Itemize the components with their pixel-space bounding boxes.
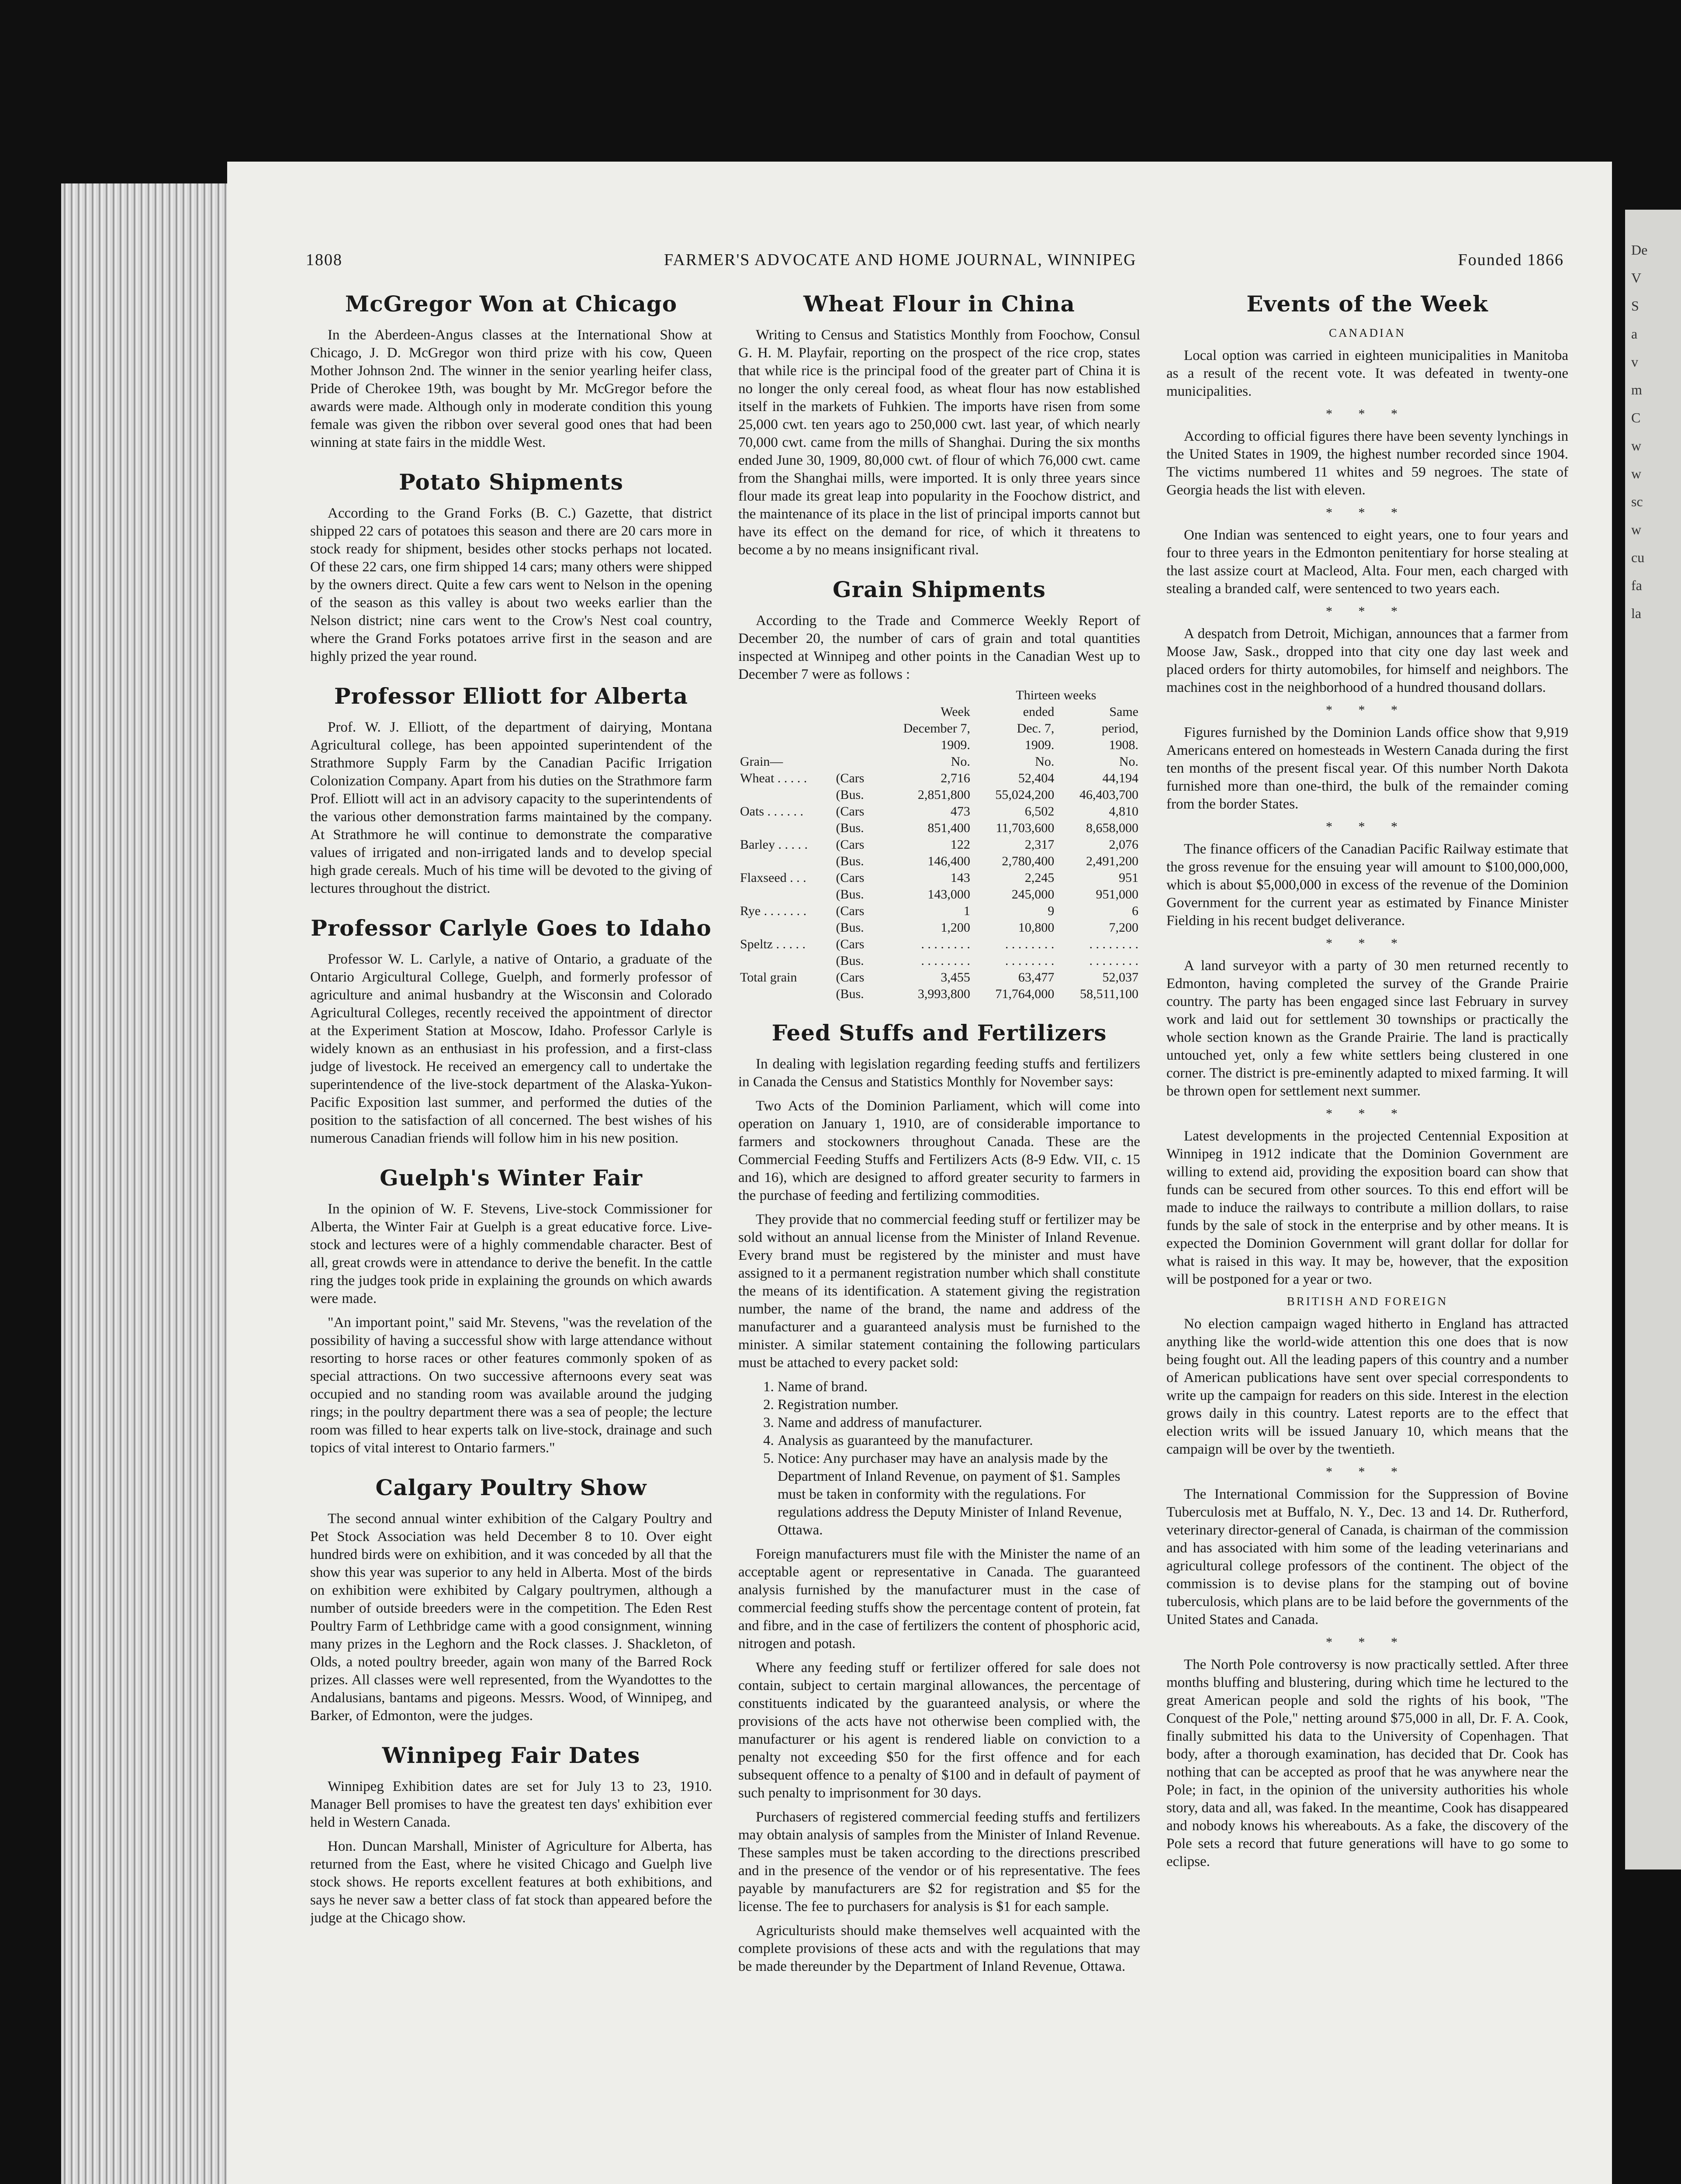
value-cell: 143 xyxy=(950,871,970,885)
text-fragment: sc xyxy=(1631,494,1643,509)
text-fragment: C xyxy=(1631,410,1641,425)
column-1 xyxy=(310,280,712,2184)
table-header-row xyxy=(738,737,1140,753)
table-row xyxy=(738,836,1140,853)
unit-cell: (Bus. xyxy=(836,854,864,868)
value-cell: 6,502 xyxy=(1024,804,1055,819)
article-title: Professor Elliott for Alberta xyxy=(334,683,688,709)
table-header-cell: ended xyxy=(1023,705,1055,719)
article-paragraph: Two Acts of the Dominion Parliament, which will come into operation on January 1, 1910, are of considerable importance to farmers and stockowners throughout Canada. These are the Commercial Feeding Stuffs and Fertilizers Acts (8-9 Edw. VII, c. 15 and 16), which are designed to afford greater security to farmers in the purchase of feeding and fertilizing commodities. xyxy=(738,1098,1140,1203)
grain-table-body xyxy=(738,704,1140,1002)
table-row xyxy=(738,953,1140,969)
text-fragment: V xyxy=(1631,270,1642,286)
article-wheat-flour xyxy=(738,291,1140,559)
separator-stars: * * * xyxy=(1326,1106,1409,1121)
separator-stars: * * * xyxy=(1326,505,1409,520)
table-header-cell: 1908. xyxy=(1109,738,1138,752)
grain-name-cell xyxy=(738,953,834,969)
unit-cell: (Cars xyxy=(836,871,865,885)
text-fragment: fa xyxy=(1631,577,1642,593)
value-cell: 122 xyxy=(950,837,970,852)
article-paragraph: The second annual winter exhibition of the Calgary Poultry and Pet Stock Association was held December 8 to 10. Over eight hundred birds were on exhibition, and it was conceded by all that the show this year was superior to any held in Alberta. Most of the birds on exhibition were exhibited by Calgary poultrymen, although a number of outside breeders were in the competition. The Eden Rest Poultry Farm of Lethbridge came with a good consignment, winning many prizes in the Leghorn and the Rock classes. J. Shackleton, of Olds, a noted poultry breeder, again won many of the Barred Rock prizes. All classes were well represented, from the Wyandottes to the Andalusians, bantams and pigeons. Messrs. Wood, of Winnipeg, and Barker, of Edmonton, were the judges. xyxy=(310,1511,712,1724)
article-title: McGregor Won at Chicago xyxy=(345,291,678,317)
article-paragraph: Prof. W. J. Elliott, of the department of dairying, Montana Agricultural college, has been appointed superintendent of the Strathmore Supply Farm by the Canadian Pacific Irrigation Colonization Company. Apart from his duties on the Strathmore farm Prof. Elliott will act in an advisory capacity to the superintendents of the various other demonstration farms maintained by the company. At Strathmore he will continue to demonstrate the comparative values of irrigated and non-irrigated lands and to develop special high grade cereals. Much of his time will be devoted to the giving of lectures throughout the district. xyxy=(310,719,712,896)
table-header-cell: No. xyxy=(951,754,970,769)
value-cell: 146,400 xyxy=(927,854,970,868)
unit-cell: (Cars xyxy=(836,970,865,985)
value-cell: 71,764,000 xyxy=(995,987,1055,1001)
table-header-row xyxy=(738,720,1140,737)
list-item: 4. Analysis as guaranteed by the manufacturer. xyxy=(778,1432,1140,1450)
news-item: Latest developments in the projected Centennial Exposition at Winnipeg in 1912 indicate that the Dominion Government are willing to extend aid, providing the exposition board can show that funds can be secured from other sources. To this end effort will be made to induce the railways to contribute a million dollars, to raise funds by the sale of stock in the enterprise and by other means. It is expected the Dominion Government will grant dollar for dollar for what is raised in this way. It may be, however, that the exposition will be postponed for a year or two. xyxy=(1166,1128,1568,1287)
value-cell: 9 xyxy=(1048,904,1055,918)
value-cell: 3,993,800 xyxy=(917,987,970,1001)
column-3 xyxy=(1166,280,1568,2184)
article-title: Winnipeg Fair Dates xyxy=(382,1742,640,1768)
article-title: Guelph's Winter Fair xyxy=(380,1165,643,1191)
table-header-cell: Dec. 7, xyxy=(1017,721,1055,736)
grain-name-cell: Speltz . . . . . xyxy=(740,937,806,951)
value-cell: . . . . . . . . xyxy=(1089,954,1138,968)
separator-stars: * * * xyxy=(1326,936,1409,950)
value-cell: 951 xyxy=(1119,871,1138,885)
grain-name-cell xyxy=(738,986,834,1002)
text-fragment: w xyxy=(1631,438,1642,453)
grain-table-head xyxy=(738,687,1140,704)
article-paragraph: Hon. Duncan Marshall, Minister of Agriculture for Alberta, has returned from the East, where he visited Chicago and Guelph live stock shows. He reports excellent features at both exhibitions, and says he never saw a better class of fat stock than appeared before the judge at the Chicago show. xyxy=(310,1838,712,1926)
table-cell xyxy=(834,704,877,720)
grain-table xyxy=(738,687,1140,1002)
grain-name-cell xyxy=(738,820,834,836)
separator-stars: * * * xyxy=(1326,1635,1409,1649)
unit-cell: (Cars xyxy=(836,837,865,852)
text-fragment: w xyxy=(1631,522,1642,537)
unit-cell: (Bus. xyxy=(836,788,864,802)
grain-name-cell xyxy=(738,919,834,936)
table-header-row xyxy=(738,704,1140,720)
article-paragraph: In the Aberdeen-Angus classes at the International Show at Chicago, J. D. McGregor won third prize with his cow, Queen Mother Johnson 2nd. The winner in the senior yearling heifer class, Pride of Cherokee 19th, was bought by Mr. McGregor before the awards were made. Although only in moderate condition this young female was given the ribbon over several good ones that had been winning at state fairs in the middle West. xyxy=(310,327,712,450)
unit-cell: (Bus. xyxy=(836,920,864,935)
value-cell: 52,037 xyxy=(1102,970,1138,985)
table-row xyxy=(738,870,1140,886)
value-cell: 473 xyxy=(950,804,970,819)
text-fragment: v xyxy=(1631,354,1638,370)
table-header-cell: 1909. xyxy=(1024,738,1055,752)
article xyxy=(310,469,712,666)
table-row xyxy=(738,919,1140,936)
text-fragment: la xyxy=(1631,605,1642,621)
news-item: A despatch from Detroit, Michigan, announces that a farmer from Moose Jaw, Sask., dropped into that city one day last week and placed orders for thirty automobiles, for himself and neighbors. The machines cost in the neighborhood of a hundred thousand dollars. xyxy=(1166,626,1568,695)
news-item: According to official figures there have been seventy lynchings in the United States in 1909, the highest number recorded since 1904. The victims numbered 11 whites and 59 negroes. The state of Georgia heads the list with eleven. xyxy=(1166,429,1568,498)
value-cell: 8,658,000 xyxy=(1086,821,1138,835)
value-cell: 6 xyxy=(1132,904,1138,918)
article-feed-stuffs xyxy=(738,1020,1140,1976)
unit-cell: (Bus. xyxy=(836,821,864,835)
table-cell xyxy=(834,753,877,770)
grain-name-cell: Barley . . . . . xyxy=(740,837,808,852)
article-paragraph: Purchasers of registered commercial feeding stuffs and fertilizers may obtain analysis of samples from the Minister of Inland Revenue. These samples must be taken according to the directions prescribed and in the presence of the vendor or of his representative. The fees payable by manufacturers are $2 for registration and $5 for the license. The fee to purchasers for analysis is $1 for each sample. xyxy=(738,1809,1140,1914)
table-row xyxy=(738,886,1140,903)
table-row xyxy=(738,986,1140,1002)
article-paragraph: "An important point," said Mr. Stevens, "was the revelation of the possibility of having a successful show with large attendance without resorting to horse races or other features commonly spoken of as special attractions. On two successive afternoons every seat was occupied and no standing room was available around the judging rings; in the poultry department there was a sea of people; the lecture room was filled to hear experts talk on live-stock, drainage and such topics of vital interest to Ontario farmers." xyxy=(310,1315,712,1456)
table-cell xyxy=(738,720,834,737)
unit-cell: (Cars xyxy=(836,937,865,951)
value-cell: 10,800 xyxy=(1018,920,1055,935)
article-title: Wheat Flour in China xyxy=(803,291,1075,317)
grain-name-cell: Rye . . . . . . . xyxy=(740,904,807,918)
value-cell: 4,810 xyxy=(1109,804,1138,819)
table-row xyxy=(738,853,1140,870)
article-paragraph: Foreign manufacturers must file with the Minister the name of an acceptable agent or representative in Canada. The guaranteed analysis furnished by the manufacturer must in the case of commercial feeding stuffs show the percentage content of protein, fat and fibre, and in the case of fertilizers the content of phosphoric acid, nitrogen and potash. xyxy=(738,1546,1140,1652)
table-row xyxy=(738,803,1140,820)
newspaper-page xyxy=(227,162,1612,2184)
article xyxy=(310,1742,712,1927)
article-paragraph: Winnipeg Exhibition dates are set for July 13 to 23, 1910. Manager Bell promises to have the greatest ten days' exhibition ever held in Western Canada. xyxy=(310,1779,712,1830)
article-title: Calgary Poultry Show xyxy=(375,1475,647,1500)
article-title: Grain Shipments xyxy=(833,577,1046,602)
separator-stars: * * * xyxy=(1326,703,1409,717)
value-cell: 55,024,200 xyxy=(995,788,1055,802)
value-cell: 1,200 xyxy=(941,920,970,935)
value-cell: 63,477 xyxy=(1018,970,1055,985)
table-row xyxy=(738,969,1140,986)
value-cell: . . . . . . . . xyxy=(1005,937,1055,951)
news-item: One Indian was sentenced to eight years, one to four years and four to three years in the Edmonton penitentiary for horse stealing at the last assize court at Macleod, Alta. Four men, each charged with stealing a branded calf, were sentenced to two years each. xyxy=(1166,527,1568,597)
grain-name-cell xyxy=(738,853,834,870)
journal-title: FARMER'S ADVOCATE AND HOME JOURNAL, WINNIPEG xyxy=(664,251,1137,269)
table-cell xyxy=(738,737,834,753)
table-header-cell: No. xyxy=(1035,754,1055,769)
list-item: 5. Notice: Any purchaser may have an analysis made by the Department of Inland Revenue, on payment of $1. Samples must be taken in conformity with the regulations. For regulations address the Deputy Minister of Inland Revenue, Ottawa. xyxy=(778,1450,1140,1539)
table-row xyxy=(738,787,1140,803)
article-paragraph: According to the Grand Forks (B. C.) Gazette, that district shipped 22 cars of potatoes this season and there are 20 cars more in stock ready for shipment, besides other stocks perhaps not located. Of these 22 cars, one firm shipped 14 cars; many others were shipped by the owners direct. Quite a few cars went to Nelson in the opening of the season as this valley is about two weeks earlier than the Nelson district; nine cars went to the Crow's Nest coal country, where the Grand Forks potatoes arrive first in the season and are highly prized the year round. xyxy=(310,505,712,664)
grain-name-cell: Wheat . . . . . xyxy=(740,771,807,785)
value-cell: 2,491,200 xyxy=(1086,854,1138,868)
news-item: No election campaign waged hitherto in England has attracted anything like the world-wide attention this one does that is now being fought out. All the leading papers of this country and a number of American publications have sent over special correspondents to write up the campaign for readers on this side. Interest in the election grows daily in this country. Latest reports are to the effect that election writs will be issued January 10, which means that the campaign will be over by the twentieth. xyxy=(1166,1316,1568,1457)
text-fragment: S xyxy=(1631,298,1639,314)
canadian-news xyxy=(1166,347,1568,1289)
article-paragraph: According to the Trade and Commerce Weekly Report of December 20, the number of cars of grain and total quantities inspected at Winnipeg and other points in the Canadian West up to December 7 were as follows : xyxy=(738,613,1140,682)
table-header-cell: period, xyxy=(1101,721,1138,736)
table-cell: Grain— xyxy=(740,754,783,769)
value-cell: 44,194 xyxy=(1102,771,1138,785)
table-row xyxy=(738,936,1140,953)
value-cell: . . . . . . . . xyxy=(921,937,970,951)
article-title: Professor Carlyle Goes to Idaho xyxy=(311,915,712,941)
table-span-header: Thirteen weeks xyxy=(1016,688,1096,702)
table-header-cell: Same xyxy=(1109,705,1138,719)
separator-stars: * * * xyxy=(1326,604,1409,619)
table-header-cell: December 7, xyxy=(903,721,970,736)
article xyxy=(310,683,712,898)
value-cell: 2,245 xyxy=(1024,871,1055,885)
article-paragraph: They provide that no commercial feeding stuff or fertilizer may be sold without an annual license from the Minister of Inland Revenue. Every brand must be registered by the minister and must have assigned to it a permanent registration number which shall constitute the means of its identification. A statement giving the registration number, the name of the brand, the name and address of the manufacturer and a guaranteed analysis must be furnished to the minister. A similar statement containing the following particulars must be attached to every packet sold: xyxy=(738,1212,1140,1371)
value-cell: 951,000 xyxy=(1096,887,1138,902)
text-fragment: w xyxy=(1631,466,1642,481)
table-header-row xyxy=(738,753,1140,770)
grain-name-cell: Flaxseed . . . xyxy=(740,871,806,885)
british-news xyxy=(1166,1315,1568,1871)
article-title: Events of the Week xyxy=(1246,291,1488,317)
list-item: 1. Name of brand. xyxy=(778,1378,1140,1396)
article xyxy=(310,1165,712,1457)
news-item: The North Pole controversy is now practically settled. After three months bluffing and blustering, during which time he lectured to the great American people and sold the rights of his book, "The Conquest of the Pole," netting around $75,000 in all, Dr. F. A. Cook, finally submitted his data to the University of Copenhagen. That body, after a thorough examination, has decided that Dr. Cook has nothing that can be accepted as proof that he was anywhere near the Pole; in fact, in the opinion of the university authorities his whole story, data and all, was faked. In the meantime, Cook has disappeared and nobody knows his whereabouts. As a fake, the discovery of the Pole sets a record that future generations will have to go some to eclipse. xyxy=(1166,1657,1568,1870)
table-row xyxy=(738,770,1140,787)
article-columns xyxy=(310,280,1568,2184)
unit-cell: (Cars xyxy=(836,804,865,819)
adjacent-page-edge xyxy=(1625,210,1681,1870)
value-cell: . . . . . . . . xyxy=(1089,937,1138,951)
value-cell: 58,511,100 xyxy=(1080,987,1138,1001)
table-cell xyxy=(834,720,877,737)
grain-name-cell xyxy=(738,787,834,803)
table-row xyxy=(738,820,1140,836)
value-cell: 2,851,800 xyxy=(917,788,970,802)
separator-stars: * * * xyxy=(1326,819,1409,834)
unit-cell: (Bus. xyxy=(836,887,864,902)
unit-cell: (Bus. xyxy=(836,954,864,968)
news-item: The International Commission for the Suppression of Bovine Tuberculosis met at Buffalo, N. Y., Dec. 13 and 14. Dr. Rutherford, veterinary director-general of Canada, is chairman of the commission and has associated with him some of the leading veterinarians and agricultural college professors of the continent. The object of the commission is to devise plans for the stamping out of bovine tuberculosis, which plans are to be laid before the governments of the United States and Canada. xyxy=(1166,1486,1568,1628)
list-item: 2. Registration number. xyxy=(778,1396,1140,1414)
value-cell: 7,200 xyxy=(1109,920,1138,935)
article-paragraph: Professor W. L. Carlyle, a native of Ontario, a graduate of the Ontario Argicultural College, Guelph, and formerly professor of agriculture and animal husbandry at the Wisconsin and Colorado Agricultural Colleges, recently received the appointment of director at the Experiment Station at Moscow, Idaho. Professor Carlyle is widely known as an enthusiast in his profession, and a first-class judge of livestock. He received an emergency call to undertake the superintendence of the live-stock department of the Alaska-Yukon-Pacific Exposition last summer, and performed the duties of the position to the satisfaction of all concerned. The best wishes of his numerous Canadian friends will follow him in his new position. xyxy=(310,951,712,1146)
value-cell: . . . . . . . . xyxy=(1005,954,1055,968)
value-cell: 143,000 xyxy=(927,887,970,902)
unit-cell: (Bus. xyxy=(836,987,864,1001)
page-header xyxy=(306,247,1564,273)
article-title: Potato Shipments xyxy=(399,469,623,495)
column-2 xyxy=(738,280,1140,2184)
unit-cell: (Cars xyxy=(836,904,865,918)
value-cell: 2,716 xyxy=(941,771,970,785)
article xyxy=(310,1475,712,1725)
table-cell xyxy=(834,737,877,753)
value-cell: 11,703,600 xyxy=(996,821,1055,835)
news-item: Local option was carried in eighteen municipalities in Manitoba as a result of the recent vote. It was defeated in twenty-one municipalities. xyxy=(1166,348,1568,399)
book-page-edges xyxy=(61,183,245,2184)
article-paragraph: Where any feeding stuff or fertilizer offered for sale does not contain, subject to certain marginal allowances, the percentage of constituents indicated by the guaranteed analysis, or where the provisions of the acts have not otherwise been complied with, the manufacturer or his agent is rendered liable on conviction to a penalty not exceeding $50 for the first offence and for each subsequent offence to a penalty of $100 and in default of payment of such penalty to imprisonment for 30 days. xyxy=(738,1660,1140,1801)
article-paragraph: Agriculturists should make themselves well acquainted with the complete provisions of these acts and with the regulations that may be made thereunder by the Department of Inland Revenue, Ottawa. xyxy=(738,1923,1140,1974)
section-label-british: BRITISH AND FOREIGN xyxy=(1287,1295,1448,1308)
article-grain-shipments xyxy=(738,577,1140,1002)
text-fragment: cu xyxy=(1631,549,1645,565)
news-item: A land surveyor with a party of 30 men returned recently to Edmonton, having completed the survey of the Grande Prairie country. The party has been engaged since last February in survey work and laid out for settlement 30 townships or practically the whole section known as the Grande Prairie. The land is practically untouched yet, only a few white settlers being clustered in one corner. The district is pre-eminently adapted to mixed farming. It will be thrown open for settlement next summer. xyxy=(1166,958,1568,1099)
table-header-cell: No. xyxy=(1119,754,1138,769)
text-fragment: De xyxy=(1631,242,1648,258)
article-title: Feed Stuffs and Fertilizers xyxy=(771,1020,1107,1046)
value-cell: 52,404 xyxy=(1018,771,1055,785)
value-cell: 851,400 xyxy=(927,821,970,835)
section-label-canadian: CANADIAN xyxy=(1329,326,1406,339)
value-cell: 2,780,400 xyxy=(1002,854,1055,868)
table-header-cell: Week xyxy=(941,705,970,719)
value-cell: 3,455 xyxy=(941,970,970,985)
value-cell: 1 xyxy=(963,904,970,918)
table-header-cell: 1909. xyxy=(941,738,970,752)
value-cell: . . . . . . . . xyxy=(921,954,970,968)
article-paragraph: In the opinion of W. F. Stevens, Live-stock Commissioner for Alberta, the Winter Fair at Guelph is a great educative force. Live-stock and lectures were of a highly commendable character. Best of all, great crowds were in attendance to derive the benefit. In the cattle ring the judges took pride in explaining the grounds on which awards were made. xyxy=(310,1201,712,1306)
table-row xyxy=(738,903,1140,919)
value-cell: 2,317 xyxy=(1024,837,1055,852)
list-item: 3. Name and address of manufacturer. xyxy=(778,1414,1140,1432)
article xyxy=(310,291,712,452)
news-item: The finance officers of the Canadian Pacific Railway estimate that the gross revenue for the ensuing year will amount to $100,000,000, which is about $5,000,000 in excess of the revenue of the Dominion Government for the current year as estimated by Finance Minister Fielding in his recent budget deliverance. xyxy=(1166,841,1568,929)
article xyxy=(310,915,712,1147)
page-number: 1808 xyxy=(306,251,342,269)
news-item: Figures furnished by the Dominion Lands office show that 9,919 Americans entered on homesteads in Western Canada during the first ten months of the present fiscal year. Of this number North Dakota furnished more than one-third, the bulk of the remainder coming from the border States. xyxy=(1166,725,1568,812)
value-cell: 46,403,700 xyxy=(1079,788,1138,802)
requirements-list xyxy=(738,1378,1140,1539)
text-fragment: a xyxy=(1631,326,1638,342)
table-cell xyxy=(738,704,834,720)
grain-name-cell xyxy=(738,886,834,903)
grain-name-cell: Total grain xyxy=(740,970,797,985)
article-paragraph: Writing to Census and Statistics Monthly from Foochow, Consul G. H. M. Playfair, reporting on the prospect of the rice crop, states that while rice is the principal food of the greater part of China it is no longer the only cereal food, as wheat flour has now established itself in the markets of Fuhkien. The imports have risen from some 25,000 cwt. ten years ago to 250,000 cwt. last year, of which nearly 70,000 cwt. came from the mills of Shanghai. During the six months ended June 30, 1909, 80,000 cwt. of flour of which 76,000 cwt. came from the Shanghai mills, were imported. It is only three years since flour made its great leap into popularity in the Foochow district, and the maintenance of its place in the list of principal imports cannot but have its effect on the demand for rice, of which it threatens to become a by no means insignificant rival. xyxy=(738,327,1140,558)
separator-stars: * * * xyxy=(1326,1465,1409,1479)
article-paragraph: In dealing with legislation regarding feeding stuffs and fertilizers in Canada the Census and Statistics Monthly for November says: xyxy=(738,1056,1140,1090)
value-cell: 245,000 xyxy=(1011,887,1055,902)
value-cell: 2,076 xyxy=(1109,837,1138,852)
founded-note: Founded 1866 xyxy=(1458,251,1564,269)
grain-name-cell: Oats . . . . . . xyxy=(740,804,803,819)
unit-cell: (Cars xyxy=(836,771,865,785)
text-fragment: m xyxy=(1631,382,1642,397)
separator-stars: * * * xyxy=(1326,407,1409,421)
